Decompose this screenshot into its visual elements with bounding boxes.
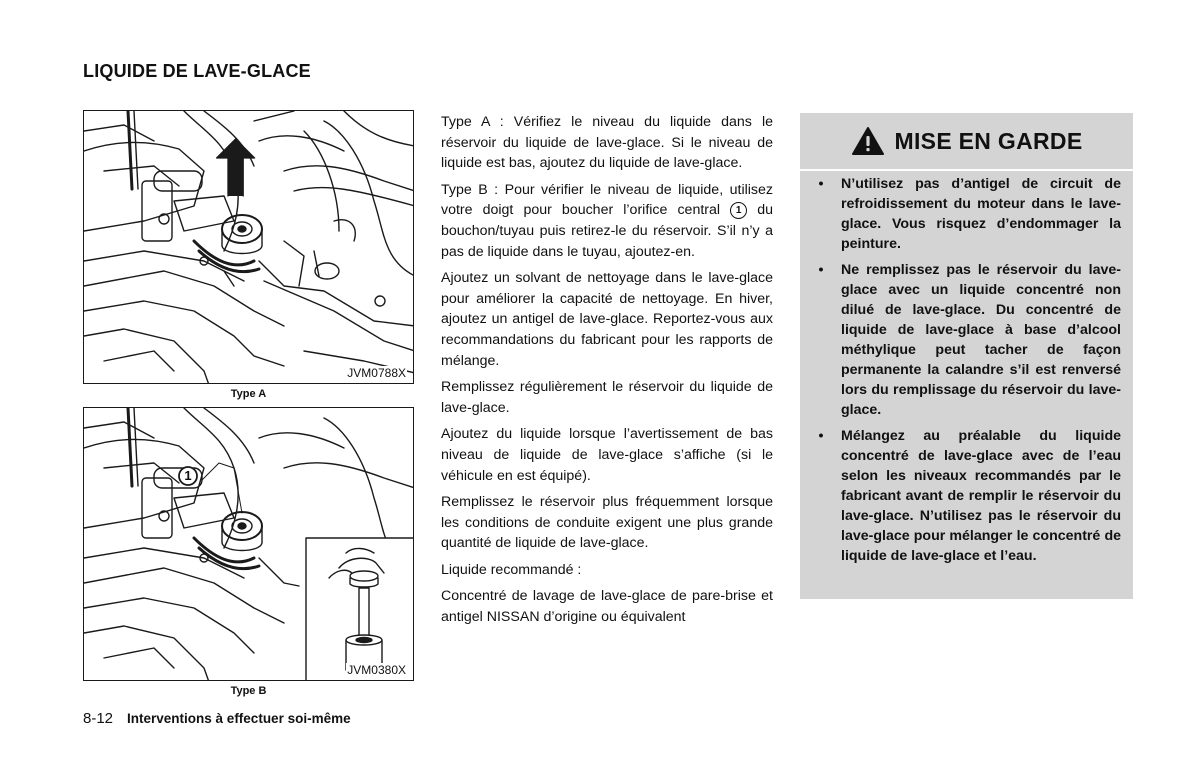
page-footer xyxy=(83,710,351,727)
bullet: • xyxy=(818,176,824,192)
caution-title: MISE EN GARDE xyxy=(894,127,1083,154)
bullet: • xyxy=(818,428,824,444)
figure-type-b xyxy=(83,407,414,681)
callout-1-label: 1 xyxy=(184,468,192,483)
body-text-column xyxy=(441,112,773,634)
engine-bay-illustration-a xyxy=(84,111,414,384)
caution-list xyxy=(814,174,1121,572)
paragraph-refill-frequency: Remplissez le réservoir plus fréquemment lorsque les conditions de conduite exigent une plus grande quantité de liquide de lave-glace. xyxy=(441,494,773,552)
caution-item xyxy=(814,174,1121,254)
section-title: LIQUIDE DE LAVE-GLACE xyxy=(83,61,311,81)
paragraph-type-b xyxy=(441,180,773,262)
caution-item-text: N’utilisez pas d’antigel de circuit de refroidissement du moteur dans le lave-glace. Vous risquez d’endommager la peinture. xyxy=(841,176,1121,252)
caution-header xyxy=(800,113,1133,171)
warning-triangle-icon xyxy=(851,126,885,156)
paragraph-type-a: Type A : Vérifiez le niveau du liquide dans le réservoir du liquide de lave-glace. Si le niveau de liquide est bas, ajoutez du liquide de lave-glace. xyxy=(441,114,773,172)
figure-code: JVM0380X xyxy=(347,663,406,677)
paragraph-type-b-end: du bouchon/tuyau puis retirez-le du réservoir. S’il n’y a pas de liquide dans le tuyau, ajoutez-en. xyxy=(441,202,773,260)
paragraph-solvent: Ajoutez un solvant de nettoyage dans le lave-glace pour améliorer la capacité de nettoyage. En hiver, ajoutez un antigel de lave-glace. Reportez-vous aux recommandations du fabricant pour les rapports de mélange. xyxy=(441,270,773,369)
chapter-title: Interventions à effectuer soi-même xyxy=(127,711,351,726)
paragraph-recommended-fluid: Concentré de lavage de lave-glace de pare-brise et antigel NISSAN d’origine ou équivalent xyxy=(441,588,773,626)
caution-item xyxy=(814,260,1121,420)
circled-number-1: 1 xyxy=(730,202,747,219)
figure-caption-type-a: Type A xyxy=(230,388,267,400)
paragraph-recommended-fluid-label: Liquide recommandé : xyxy=(441,561,582,578)
page-number: 8-12 xyxy=(83,710,114,727)
caution-box xyxy=(800,113,1133,599)
paragraph-refill-regularly: Remplissez régulièrement le réservoir du liquide de lave-glace. xyxy=(441,379,773,416)
figure-type-a xyxy=(83,110,414,384)
engine-bay-illustration-b xyxy=(84,408,414,681)
paragraph-type-b-start: Type B : Pour vérifier le niveau de liquide, utilisez votre doigt pour boucher l’orifice central xyxy=(441,181,773,219)
paragraph-low-level-warning: Ajoutez du liquide lorsque l’avertissement de bas niveau de liquide de lave-glace s’affiche (si le véhicule en est équipé). xyxy=(441,426,773,484)
figure-code: JVM0788X xyxy=(347,366,406,380)
bullet: • xyxy=(818,262,824,278)
caution-item-text: Ne remplissez pas le réservoir du lave-glace avec un liquide concentré non dilué de lave-glace. Du concentré de liquide de lave-glace à base d’alcool méthylique peut tacher de façon permanente la calandre s’il est renversé lors du remplissage du réservoir du lave-glace. xyxy=(841,262,1121,418)
caution-item xyxy=(814,426,1121,566)
figure-caption-type-b: Type B xyxy=(230,685,267,697)
caution-item-text: Mélangez au préalable du liquide concentré de lave-glace avec de l’eau selon les niveaux recommandés par le fabricant avant de remplir le réservoir du lave-glace. N’utilisez pas le réservoir du lave-glace pour mélanger le concentré de liquide de lave-glace et l’eau. xyxy=(841,428,1121,564)
